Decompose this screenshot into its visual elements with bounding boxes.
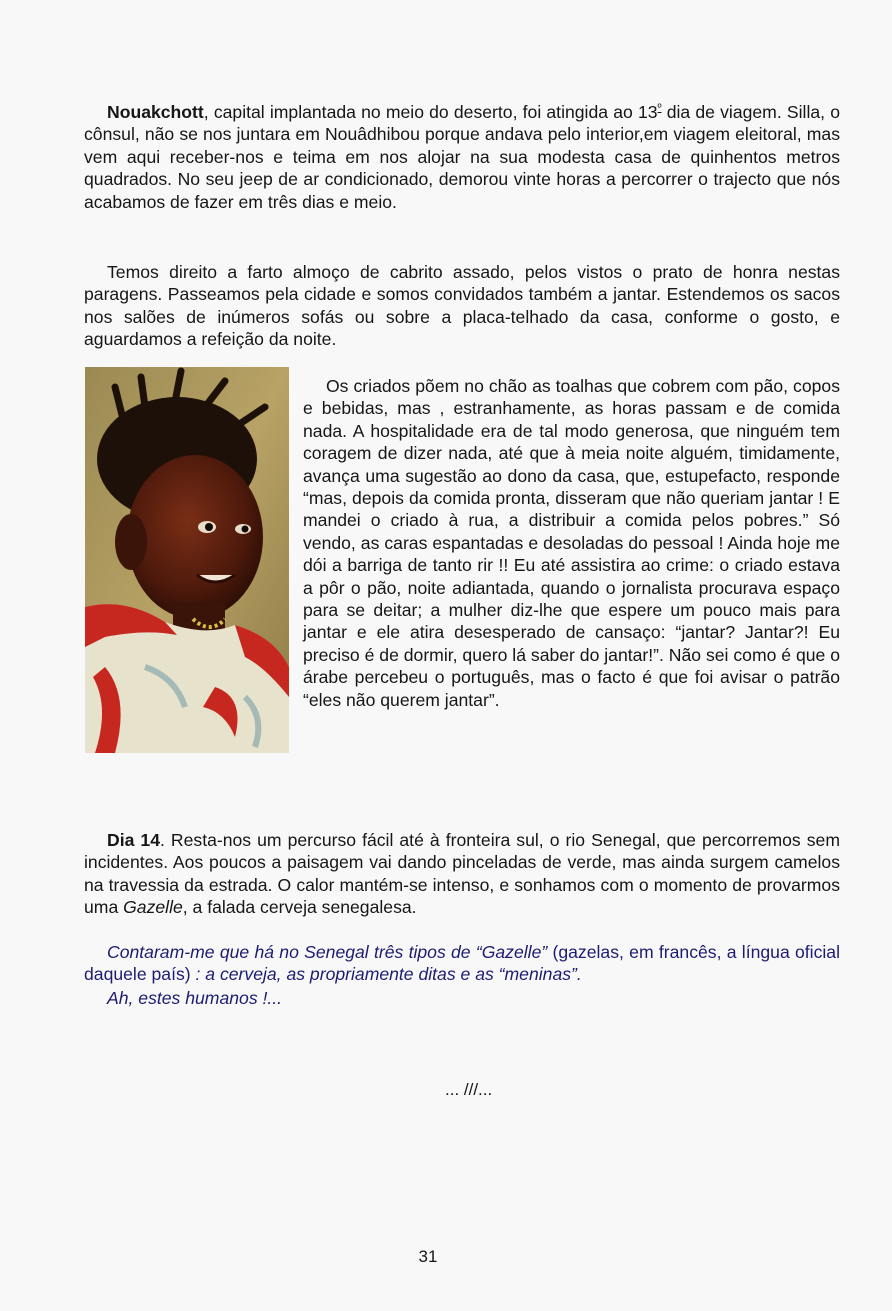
section-separator: ... ///... [445, 1080, 493, 1099]
child-photo [85, 367, 289, 753]
paragraph-nouakchott [84, 101, 840, 213]
italic-text: : a cerveja, as propriamente ditas e as “meninas”. [195, 964, 582, 985]
emphasis-gazelle: Gazelle [123, 897, 183, 918]
paragraph-day-14 [84, 829, 840, 919]
paragraph-text: , capital implantada no meio do deserto, foi atingida ao 13 [203, 102, 658, 122]
paragraph-gazelle-note [84, 941, 840, 986]
paragraph-text: . Resta-nos um percurso fácil até à fronteira sul, o rio Senegal, que percorremos sem incidentes. Aos poucos a paisagem vai dando pinceladas de verde, mas ainda surgem camelos na travessia da estrada. O calor mantém-se intenso, e sonhamos com o momento de provarmos uma [84, 830, 840, 918]
paragraph-dinner-story: Os criados põem no chão as toalhas que cobrem com pão, copos e bebidas, mas , estranhamente, as horas passam e de comida nada. A hospitalidade era de tal modo generosa, que ninguém tem coragem de dizer nada, até que à meia noite alguém, timidamente, avança uma sugestão ao dono da casa, que, estupefacto, responde “mas, depois da comida pronta, disseram que não queriam jantar ! E mandei o criado à rua, a distribuir a comida pelos pobres.” Só vendo, as caras espantadas e desoladas do pessoal ! Ainda hoje me dói a barriga de tanto rir !! Eu até assistira ao crime: o criado estava a pôr o pão, noite adiantada, quando o jornalista procurava espaço para se deitar; a mulher diz-lhe que espere um pouco mais para jantar e ele atira desesperado de cansaço: “jantar? Jantar?! Eu preciso é de dormir, quero lá saber do jantar!”. Não sei como é que o árabe percebeu o português, mas o facto é que foi avisar o patrão “eles não querem jantar”. [303, 376, 840, 710]
plain-text: (gazelas, em francês, a língua oficial daquele país) [84, 942, 840, 985]
page-number: 31 [418, 1247, 438, 1266]
italic-text: Ah, estes humanos !... [107, 988, 283, 1008]
ordinal-sign: º [657, 102, 662, 115]
paragraph-lunch: Temos direito a farto almoço de cabrito assado, pelos vistos o prato de honra nestas paragens. Passeamos pela cidade e somos convidados também a jantar. Estendemos os sacos nos salões de inúmeros sofás ou sobre a placa-telhado da casa, conforme o gosto, e aguardamos a refeição da noite. [84, 262, 840, 350]
paragraph-text: , a falada cerveja senegalesa. [182, 897, 417, 918]
paragraph-closing-remark [84, 987, 840, 1009]
italic-text: Contaram-me que há no Senegal três tipos de “Gazelle” [107, 942, 548, 962]
paragraph-text: dia de viagem. Silla, o cônsul, não se nos juntara em Nouâdhibou porque andava pelo interior,em viagem eleitoral, mas vem aqui receber-nos e teima em nos alojar na sua modesta casa de quinhentos metros quadrados. No seu jeep de ar condicionado, demorou vinte horas a percorrer o trajecto que nós acabamos de fazer em três dias e meio. [84, 102, 840, 212]
paragraph-lead-word: Nouakchott [107, 102, 204, 122]
paragraph-lead-word: Dia 14 [107, 830, 160, 850]
